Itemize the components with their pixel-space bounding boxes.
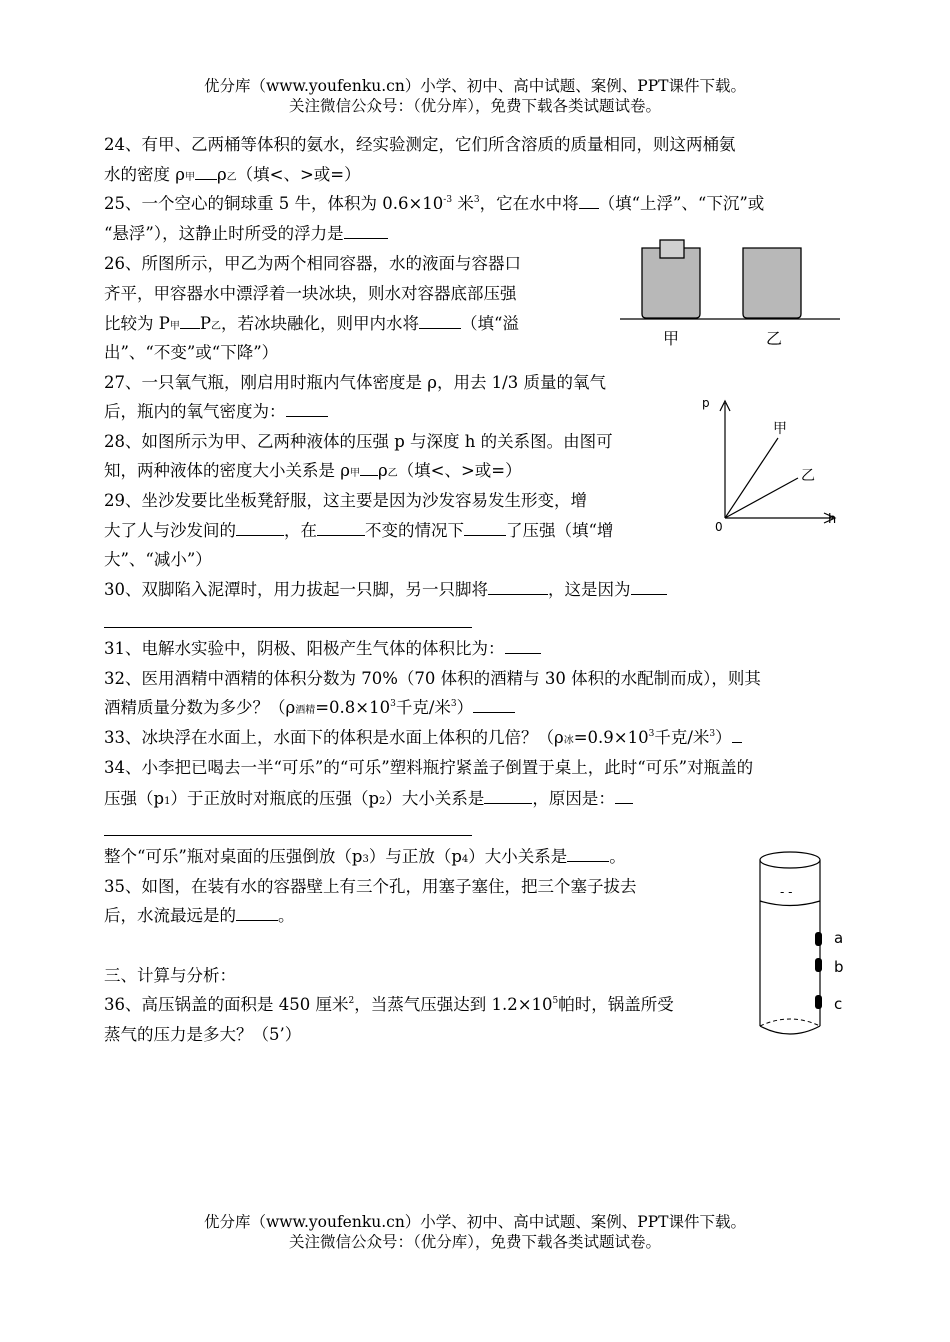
hole-c-plug	[815, 995, 822, 1009]
water-mark: - -	[780, 885, 793, 899]
water-surface	[760, 901, 820, 906]
q35-blank[interactable]	[236, 906, 278, 921]
container-yi	[743, 248, 801, 318]
q28-line-1: 28、如图所示为甲、乙两种液体的压强 p 与深度 h 的关系图。由图可	[104, 432, 613, 451]
label-origin: 0	[715, 520, 723, 534]
q35-cylinder-figure	[750, 846, 860, 1046]
line-jia	[725, 438, 778, 518]
q25-blank-1[interactable]	[579, 194, 599, 209]
q26-line-2: 齐平，甲容器水中漂浮着一块冰块，则水对容器底部压强	[104, 284, 517, 303]
ice-block	[660, 240, 684, 258]
q31-blank[interactable]	[505, 639, 541, 654]
q28-pressure-depth-graph	[700, 393, 850, 533]
q34-blank-3[interactable]	[567, 847, 609, 862]
q27-line-2: 后，瓶内的氧气密度为：	[104, 402, 328, 422]
q34-blank-1[interactable]	[484, 789, 532, 804]
q29-line-1: 29、坐沙发要比坐板凳舒服，这主要是因为沙发容易发生形变，增	[104, 491, 587, 510]
section-3-title: 三、计算与分析：	[104, 966, 236, 985]
q27-line-1: 27、一只氧气瓶，刚启用时瓶内气体密度是 ρ，用去 1/3 质量的氧气	[104, 373, 606, 392]
q28-blank[interactable]	[360, 461, 378, 476]
q25-blank-2[interactable]	[344, 224, 388, 239]
cylinder-bottom-back	[760, 1019, 820, 1026]
q26-blank-1[interactable]	[180, 314, 200, 329]
page-header	[0, 76, 950, 116]
footer-line-2: 关注微信公众号：（优分库），免费下载各类试题试卷。	[288, 1233, 661, 1251]
q26-line-3: 比较为 P甲 P乙，若冰块融化，则甲内水将 （填“溢	[104, 314, 519, 333]
line-yi	[725, 478, 798, 518]
label-c: c	[834, 995, 843, 1013]
q36-line-2: 蒸气的压力是多大？（5’）	[104, 1025, 302, 1044]
q29-blank-2[interactable]	[317, 521, 365, 536]
q25-line-2: “悬浮”），这静止时所受的浮力是	[104, 224, 388, 244]
q28-line-2: 知，两种液体的密度大小关系是 ρ甲 ρ乙（填<、>或=）	[104, 461, 522, 480]
q31-line-1: 31、电解水实验中，阴极、阳极产生气体的体积比为：	[104, 639, 541, 659]
q34-line-2: 压强（p1）于正放时对瓶底的压强（p2）大小关系是 ，原因是：	[104, 789, 633, 812]
label-jia: 甲	[773, 421, 787, 437]
header-line-1: 优分库（www.youfenku.cn）小学、初中、高中试题、案例、PPT课件下载。	[203, 77, 747, 95]
q29-blank-1[interactable]	[236, 521, 284, 536]
label-p: p	[702, 396, 710, 410]
q24-answer-blank[interactable]	[195, 165, 217, 180]
cylinder-bottom-front	[760, 1026, 820, 1034]
cylinder-top	[760, 852, 820, 868]
q29-line-2: 大了人与沙发间的 ，在 不变的情况下 了压强（填“增	[104, 521, 614, 540]
label-yi: 乙	[766, 329, 783, 348]
q26-containers-figure	[618, 236, 843, 348]
q30-blank-1[interactable]	[488, 580, 548, 595]
q32-line-2: 酒精质量分数为多少？（ρ酒精$=0.8\times 10^3$千克/米$^3$）	[104, 698, 515, 721]
footer-line-1: 优分库（www.youfenku.cn）小学、初中、高中试题、案例、PPT课件下载。	[203, 1213, 747, 1231]
label-a: a	[834, 929, 844, 947]
label-yi: 乙	[801, 468, 815, 484]
q24-line-2: 水的密度 ρ甲 ρ乙（填<、>或=）	[104, 165, 361, 184]
label-b: b	[834, 958, 844, 976]
q27-blank[interactable]	[286, 402, 328, 417]
q35-line-2: 后，水流最远是的 。	[104, 906, 295, 925]
q33-blank[interactable]	[732, 728, 742, 743]
header-line-2: 关注微信公众号：（优分库），免费下载各类试题试卷。	[288, 97, 661, 115]
q34-answer-line[interactable]	[104, 835, 472, 836]
hole-b-plug	[815, 958, 822, 972]
q32-blank[interactable]	[473, 698, 515, 713]
q30-blank-2[interactable]	[631, 580, 667, 595]
q34-line-1: 34、小李把已喝去一半“可乐”的“可乐”塑料瓶拧紧盖子倒置于桌上，此时“可乐”对瓶盖的	[104, 758, 754, 777]
q33-line-1: 33、冰块浮在水面上，水面下的体积是水面上体积的几倍？（ρ冰$=0.9\times 10^3$千克/米$^3$）	[104, 728, 742, 751]
q26-line-1: 26、所图所示，甲乙为两个相同容器，水的液面与容器口	[104, 254, 521, 273]
hole-a-plug	[815, 932, 822, 946]
page-footer	[0, 1212, 950, 1252]
q26-line-4: 出”、“不变”或“下降”）	[104, 343, 279, 362]
q29-blank-3[interactable]	[464, 521, 506, 536]
q34-line-3: 整个“可乐”瓶对桌面的压强倒放（p3）与正放（p4）大小关系是 。	[104, 847, 626, 866]
q30-answer-line[interactable]	[104, 627, 472, 628]
q34-blank-2[interactable]	[615, 789, 633, 804]
q36-line-1: 36、高压锅盖的面积是 450 厘米$^2$，当蒸气压强达到 $1.2\times 10^5$帕时，锅盖所受	[104, 995, 674, 1014]
q32-line-1: 32、医用酒精中酒精的体积分数为 70%（70 体积的酒精与 30 体积的水配制而成），则其	[104, 669, 761, 688]
q29-line-3: 大”、“减小”）	[104, 550, 212, 569]
label-h: h	[828, 512, 837, 527]
q24-line-1: 24、有甲、乙两桶等体积的氨水，经实验测定，它们所含溶质的质量相同，则这两桶氨	[104, 135, 736, 154]
q30-line-1: 30、双脚陷入泥潭时，用力拔起一只脚，另一只脚将 ，这是因为	[104, 580, 667, 600]
q26-blank-2[interactable]	[419, 314, 461, 329]
q35-line-1: 35、如图，在装有水的容器壁上有三个孔，用塞子塞住，把三个塞子拔去	[104, 877, 637, 896]
q25-line-1: 25、一个空心的铜球重 5 牛，体积为 $0.6\times 10^{-3}$ 米$^3$，它在水中将 （填“上浮”、“下沉”或	[104, 194, 765, 213]
label-jia: 甲	[663, 329, 680, 348]
